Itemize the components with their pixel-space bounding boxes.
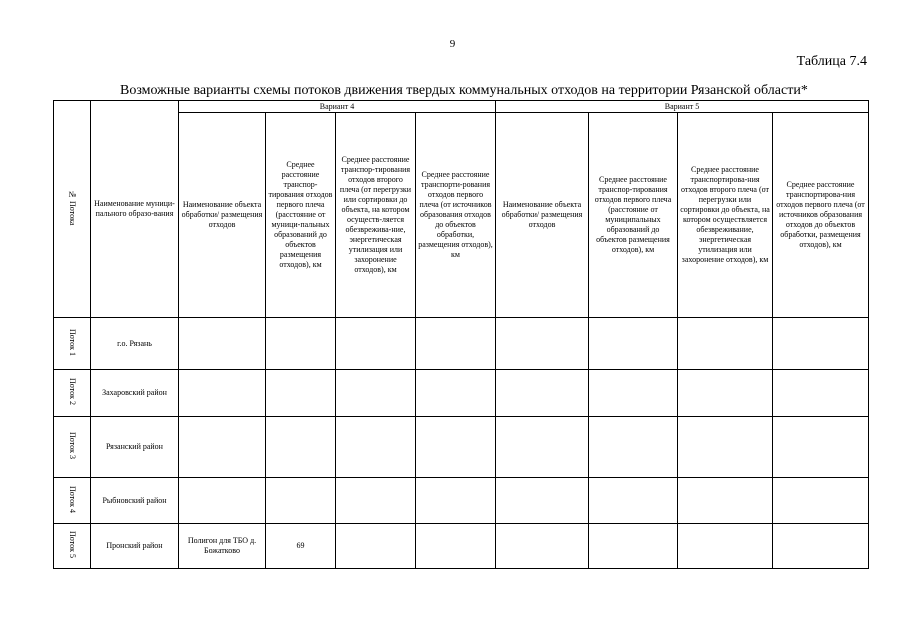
empty-cell (678, 318, 773, 370)
empty-cell (678, 370, 773, 417)
header-v4-source-leg: Среднее расстояние транспорти-рования отходов первого плеча (от источников образования отходов до объектов обработки, размещения отходов), км (416, 113, 496, 318)
empty-cell (496, 524, 589, 569)
empty-cell (496, 370, 589, 417)
empty-cell (589, 524, 678, 569)
table-row (54, 478, 869, 524)
empty-cell (416, 318, 496, 370)
empty-cell (589, 478, 678, 524)
empty-cell (678, 478, 773, 524)
flow-cell: Поток 4 (54, 478, 91, 524)
empty-cell (416, 417, 496, 478)
empty-cell (416, 370, 496, 417)
v4-first-leg-cell (266, 417, 336, 478)
empty-cell (773, 417, 869, 478)
empty-cell (773, 478, 869, 524)
header-variant-4: Вариант 4 (179, 101, 496, 113)
v4-first-leg-cell (266, 370, 336, 417)
flow-cell: Поток 5 (54, 524, 91, 569)
table-row (54, 417, 869, 478)
municipality-cell: г.о. Рязань (91, 318, 179, 370)
header-v5-first-leg: Среднее расстояние транспор-тирования отходов первого плеча (расстояние от муниципальных образований до объектов размещения отходов), км (589, 113, 678, 318)
empty-cell (589, 370, 678, 417)
empty-cell (416, 524, 496, 569)
empty-cell (336, 417, 416, 478)
v4-first-leg-cell: 69 (266, 524, 336, 569)
header-variant-5: Вариант 5 (496, 101, 869, 113)
empty-cell (678, 417, 773, 478)
table-row (54, 370, 869, 417)
table-row (54, 524, 869, 569)
table-title: Возможные варианты схемы потоков движения твердых коммунальных отходов на территории Рязанской области* (120, 83, 808, 98)
empty-cell (416, 478, 496, 524)
municipality-cell: Захаровский район (91, 370, 179, 417)
header-municipality: Наименование муници-пального образо-вания (91, 101, 179, 318)
empty-cell (496, 478, 589, 524)
table-row (54, 318, 869, 370)
empty-cell (773, 318, 869, 370)
v4-object-cell (179, 318, 266, 370)
header-v4-object: Наименование объекта обработки/ размещения отходов (179, 113, 266, 318)
empty-cell (336, 524, 416, 569)
empty-cell (336, 478, 416, 524)
flow-cell: Поток 1 (54, 318, 91, 370)
header-v5-second-leg: Среднее расстояние транспортирова-ния отходов второго плеча (от перегрузки или сортировки до объекта, на котором осуществляется обезвреживание, энергетическая утилизация или захоронение отходов), км (678, 113, 773, 318)
empty-cell (589, 318, 678, 370)
flows-table (53, 100, 869, 569)
flow-cell: Поток 2 (54, 370, 91, 417)
v4-first-leg-cell (266, 318, 336, 370)
header-v4-first-leg: Среднее расстояние транспор-тирования отходов первого плеча (расстояние от муници-пальных образований до объектов размещения отходов), км (266, 113, 336, 318)
v4-object-cell (179, 478, 266, 524)
empty-cell (773, 524, 869, 569)
municipality-cell: Рязанский район (91, 417, 179, 478)
v4-object-cell (179, 417, 266, 478)
empty-cell (773, 370, 869, 417)
page-number: 9 (449, 38, 456, 50)
v4-first-leg-cell (266, 478, 336, 524)
empty-cell (496, 417, 589, 478)
header-flow-no: № Потока (54, 101, 91, 318)
header-v5-source-leg: Среднее расстояние транспортирова-ния отходов первого плеча (от источников образования отходов до объектов обработки, размещения отходов), км (773, 113, 869, 318)
municipality-cell: Рыбновский район (91, 478, 179, 524)
table-number: Таблица 7.4 (796, 54, 867, 69)
empty-cell (678, 524, 773, 569)
header-v4-second-leg: Среднее расстояние транспор-тирования отходов второго плеча (от перегрузки или сортировки до объекта, на котором осуществ-ляется обезврежива-ние, энергетическая утилизация или захоронение отходов), км (336, 113, 416, 318)
municipality-cell: Пронский район (91, 524, 179, 569)
v4-object-cell (179, 370, 266, 417)
header-v5-object: Наименование объекта обработки/ размещения отходов (496, 113, 589, 318)
empty-cell (336, 370, 416, 417)
flow-cell: Поток 3 (54, 417, 91, 478)
empty-cell (336, 318, 416, 370)
empty-cell (589, 417, 678, 478)
empty-cell (496, 318, 589, 370)
v4-object-cell: Полигон для ТБО д. Божатково (179, 524, 266, 569)
